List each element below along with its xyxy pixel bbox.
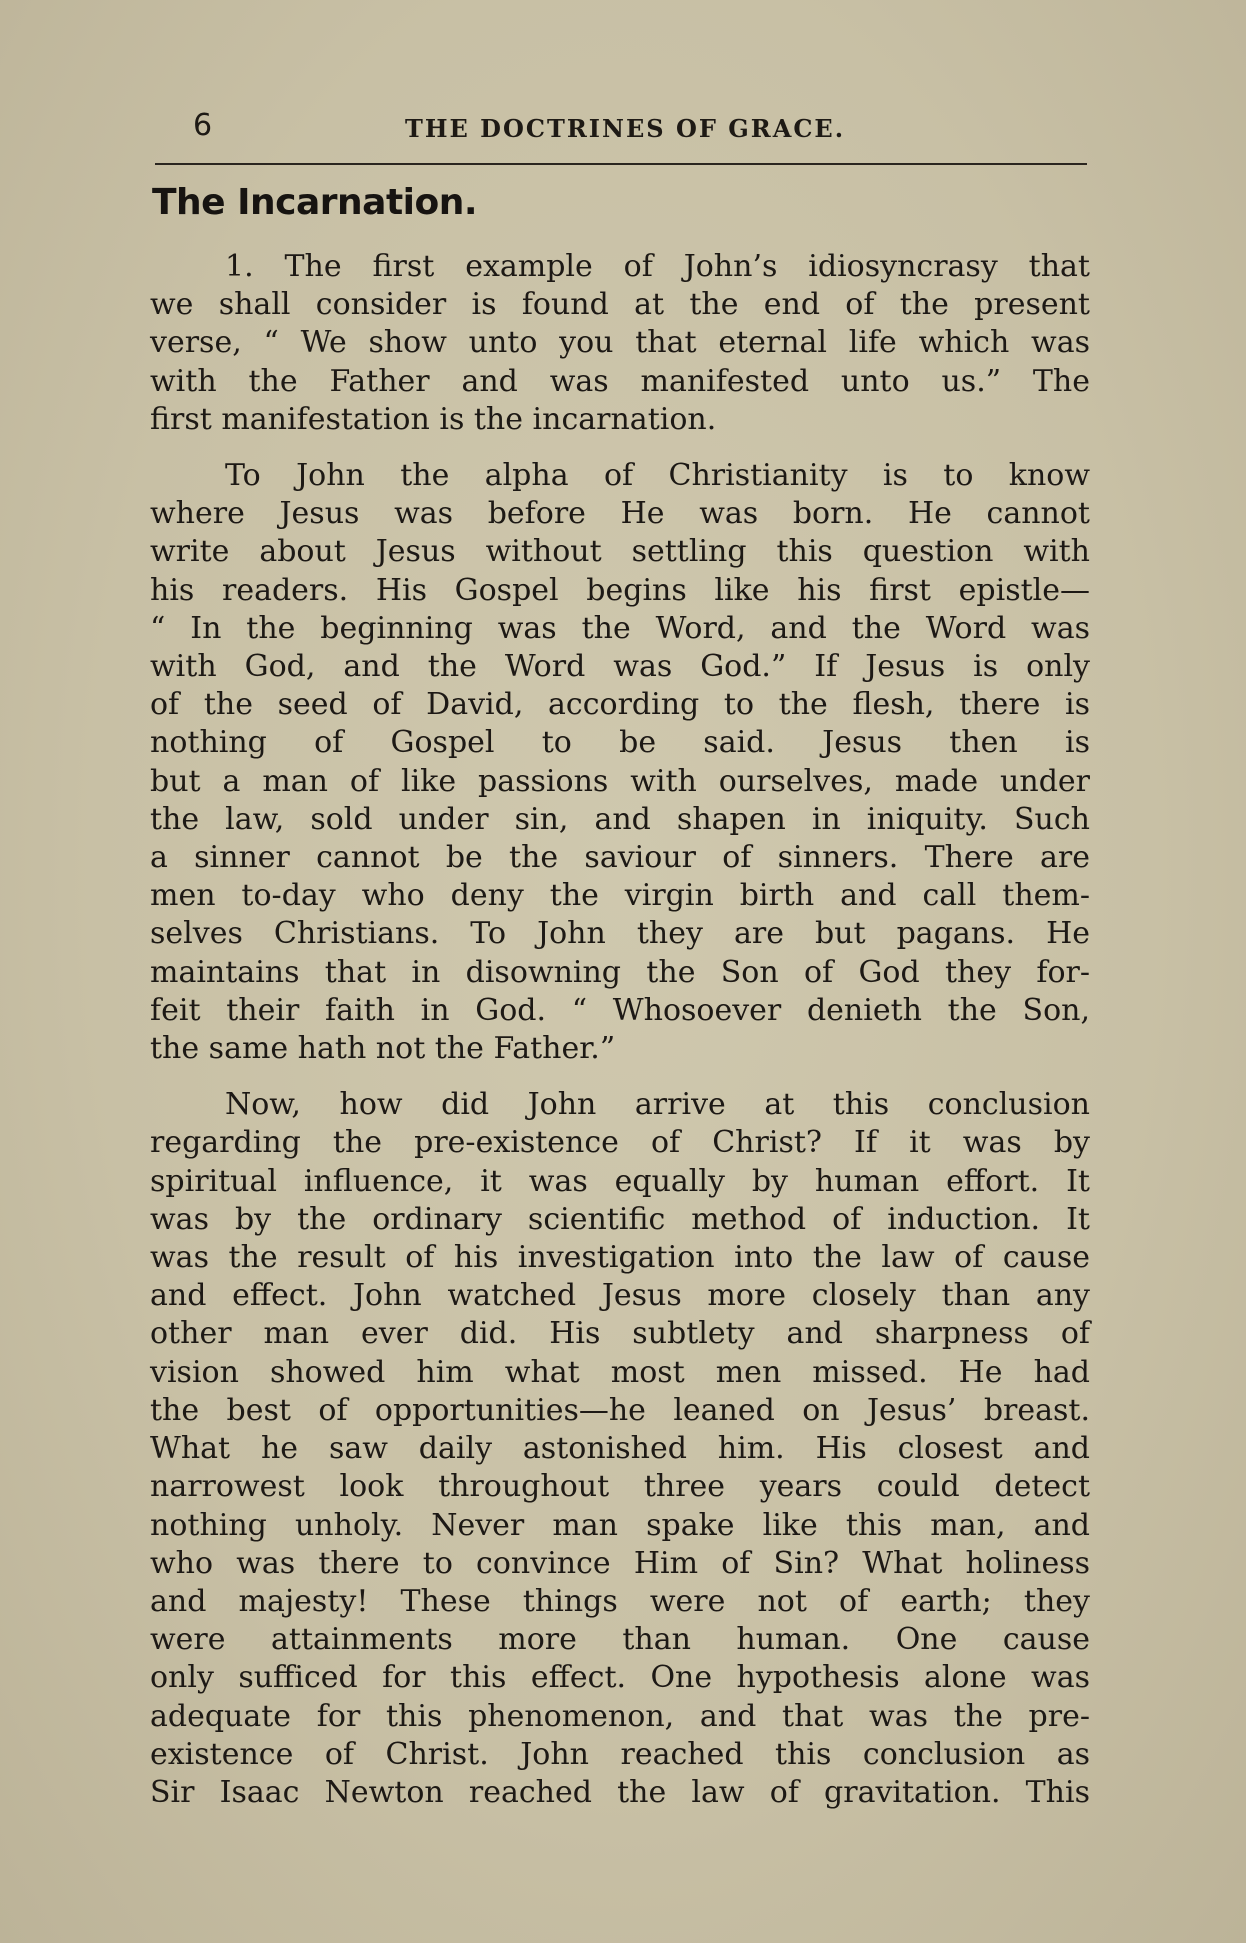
text-line: were attainments more than human. One cause <box>150 1622 1090 1658</box>
text-line: only sufficed for this effect. One hypothesis alone was <box>150 1660 1090 1696</box>
text-line: Now, how did John arrive at this conclusion <box>225 1087 1090 1123</box>
running-title: THE DOCTRINES OF GRACE. <box>405 114 846 143</box>
text-line: maintains that in disowning the Son of God they for- <box>150 954 1090 990</box>
text-line: To John the alpha of Christianity is to know <box>225 458 1090 494</box>
text-line: adequate for this phenomenon, and that was the pre- <box>150 1698 1090 1734</box>
text-line: was the result of his investigation into the law of cause <box>150 1240 1090 1276</box>
text-line: the best of opportunities—he leaned on Jesus’ breast. <box>150 1392 1090 1428</box>
text-line: first manifestation is the incarnation. <box>150 401 717 437</box>
text-line: existence of Christ. John reached this conclusion as <box>150 1736 1090 1772</box>
paragraph <box>150 1086 1090 1812</box>
text-line: Sir Isaac Newton reached the law of gravitation. This <box>150 1774 1090 1810</box>
text-line: write about Jesus without settling this question with <box>150 534 1090 570</box>
text-line: with God, and the Word was God.” If Jesus is only <box>150 649 1090 685</box>
text-line: other man ever did. His subtlety and sharpness of <box>150 1316 1090 1352</box>
running-header <box>155 104 1090 152</box>
text-line: spiritual influence, it was equally by human effort. It <box>150 1163 1090 1199</box>
text-line: men to-day who deny the virgin birth and call them- <box>150 878 1090 914</box>
text-line: vision showed him what most men missed. He had <box>150 1354 1090 1390</box>
text-line: selves Christians. To John they are but pagans. He <box>150 916 1090 952</box>
text-line: 1. The first example of John’s idiosyncrasy that <box>225 249 1090 284</box>
text-line: of the seed of David, according to the flesh, there is <box>150 687 1090 723</box>
text-line: nothing of Gospel to be said. Jesus then is <box>150 725 1090 761</box>
body-text <box>150 248 1090 1830</box>
text-line: feit their faith in God. “ Whosoever denieth the Son, <box>150 992 1090 1028</box>
text-line: but a man of like passions with ourselves, made under <box>150 763 1090 799</box>
section-heading: The Incarnation. <box>152 182 478 223</box>
text-line: was by the ordinary scientific method of induction. It <box>150 1201 1090 1237</box>
text-line: narrowest look throughout three years could detect <box>150 1469 1090 1505</box>
text-line: nothing unholy. Never man spake like this man, and <box>150 1507 1090 1543</box>
text-line: “ In the beginning was the Word, and the Word was <box>150 610 1090 646</box>
text-line: regarding the pre-existence of Christ? If it was by <box>150 1125 1090 1161</box>
text-line: the law, sold under sin, and shapen in iniquity. Such <box>150 801 1090 837</box>
text-line: verse, “ We show unto you that eternal life which was <box>150 325 1090 361</box>
text-line: who was there to convince Him of Sin? What holiness <box>150 1545 1090 1581</box>
text-line: where Jesus was before He was born. He cannot <box>150 496 1090 532</box>
page-number: 6 <box>193 108 213 143</box>
paragraph <box>150 248 1090 439</box>
text-line: and majesty! These things were not of earth; they <box>150 1583 1090 1619</box>
text-line: What he saw daily astonished him. His closest and <box>150 1431 1090 1467</box>
text-line: his readers. His Gospel begins like his first epistle— <box>150 572 1090 608</box>
text-line: with the Father and was manifested unto us.” The <box>150 363 1090 399</box>
text-line: and effect. John watched Jesus more closely than any <box>150 1278 1090 1314</box>
text-line: the same hath not the Father.” <box>150 1031 616 1067</box>
text-line: a sinner cannot be the saviour of sinners. There are <box>150 840 1090 876</box>
header-rule <box>155 163 1087 165</box>
paragraph <box>150 457 1090 1068</box>
text-line: we shall consider is found at the end of the present <box>150 287 1090 323</box>
